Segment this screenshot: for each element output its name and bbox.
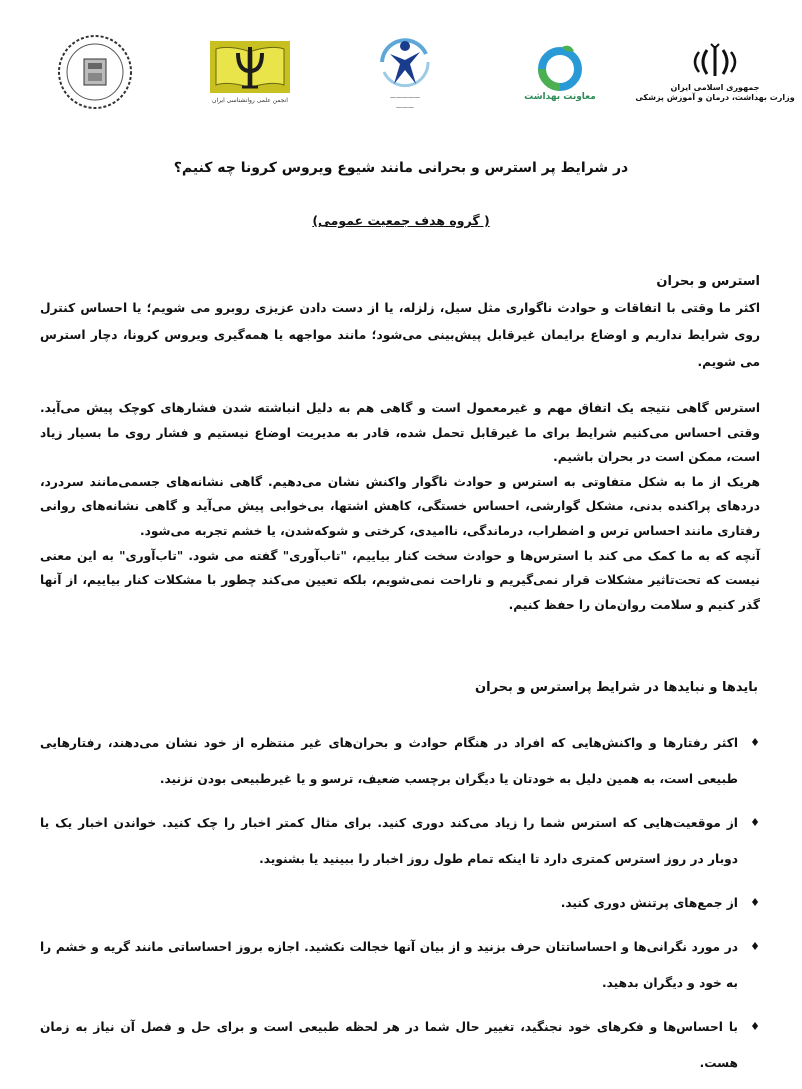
list-item (40, 929, 760, 1001)
dos-donts-list (40, 725, 760, 1089)
diamond-bullet-icon: ♦ (750, 940, 760, 953)
section-stress-explanation (40, 396, 760, 617)
section-stress-crisis (40, 268, 760, 376)
section-heading-dos-donts: بایدها و نبایدها در شرایط پراسترس و بحران (475, 680, 758, 695)
paragraph: هریک از ما به شکل متفاوتی به استرس و حوادث ناگوار واکنش نشان می‌دهیم. گاهی نشانه‌های جسمی‌مانند سردرد، دردهای پراکنده بدنی، مشکل گوارشی، احساس خستگی، کاهش اشتها، بی‌خوابی پیش می‌آید و گاهی نشانه‌های روانی رفتاری مانند احساس ترس و اضطراب، درماندگی، ناامیدی، کرختی و شوکه‌شدن، یا خشم تجربه می‌شود. (40, 474, 760, 538)
list-item-text: از موقعیت‌هایی که استرس شما را زیاد می‌کند دوری کنید. برای مثال کمتر اخبار را چک کنید. خواندن اخبار یک یا دوبار در روز استرس کمتری دارد تا اینکه تمام طول روز اخبار را ببینید یا بشنوید. (40, 816, 738, 866)
logo-caption: انجمن علمی روانشناسی ایران (212, 97, 288, 104)
seal-icon (56, 33, 134, 111)
logo-caption: معاونت بهداشت (524, 92, 596, 102)
logo-caption: جمهوری اسلامی ایران (670, 83, 760, 92)
diamond-bullet-icon: ♦ (750, 816, 760, 829)
page-subtitle (0, 213, 802, 228)
paragraph: استرس گاهی نتیجه یک اتفاق مهم و غیرمعمول است و گاهی هم به دلیل انباشته شدن فشارهای کوچک پیش می‌آید. وقتی احساس می‌کنیم شرایط برای ما غیرقابل تحمل شده، قادر به مدیریت اوضاع نیستیم و فشار روی ما بسیار زیاد است، ممکن است در بحران باشیم. (40, 401, 760, 465)
ministry-logo (635, 25, 795, 120)
list-item-text: اکثر رفتارها و واکنش‌هایی که افراد در هنگام حوادث و بحران‌های غیر منتظره از خود نشان می‌دهند، رفتارهایی طبیعی است، به همین دلیل به خودتان یا دیگران برچسب ضعیف، ترسو و یا غیرطبیعی بودن نزنید. (40, 736, 738, 786)
subtitle-text: ( گروه هدف جمعیت عمومی) (312, 213, 490, 228)
paragraph: آنچه که به ما کمک می کند با استرس‌ها و حوادث سخت کنار بیاییم، "تاب‌آوری" گفته می شود. "تاب‌آوری" به این معنی نیست که تحت‌تاثیر مشکلات قرار نمی‌گیریم و ناراحت نمی‌شویم، بلکه تعیین می‌کند چطور با مشکلات کنار بیاییم، از آنها گذر کنیم و سلامت روان‌مان را حفظ کنیم. (40, 548, 760, 612)
emblem-icon (689, 42, 741, 82)
list-item-text: در مورد نگرانی‌ها و احساساتتان حرف بزنید و از بیان آنها خجالت نکشید. اجازه بروز احساساتی مانند گریه و خشم را به خود و دیگران بدهید. (40, 940, 738, 990)
diamond-bullet-icon: ♦ (750, 1020, 760, 1033)
diamond-bullet-icon: ♦ (750, 736, 760, 749)
mental-health-office-logo: ————— ——— (350, 25, 460, 120)
psychology-association-logo (195, 25, 305, 120)
health-leaf-icon (530, 43, 590, 91)
page-title: در شرایط پر استرس و بحرانی مانند شیوع ویروس کرونا چه کنیم؟ (173, 160, 629, 176)
list-item (40, 805, 760, 877)
psi-book-icon (208, 39, 292, 95)
list-item-text: از جمع‌های پرتنش دوری کنید. (560, 896, 738, 910)
logo-bar (40, 22, 795, 122)
diamond-bullet-icon: ♦ (750, 896, 760, 909)
paragraph: اکثر ما وقتی با اتفاقات و حوادث ناگواری مثل سیل، زلزله، یا از دست دادن عزیزی روبرو می شویم؛ یا احساس کنترل روی شرایط نداریم و اوضاع برایمان غیرقابل پیش‌بینی می‌شود؛ مانند مواجهه یا همه‌گیری ویروس کرونا، دچار استرس می شویم. (40, 301, 760, 369)
university-seal-logo (40, 25, 150, 120)
section-heading: استرس و بحران (656, 274, 760, 289)
person-circle-icon (368, 32, 442, 92)
list-item (40, 1009, 760, 1081)
list-item (40, 725, 760, 797)
logo-caption: وزارت بهداشت، درمان و آموزش پزشکی (635, 93, 795, 102)
list-item-text: با احساس‌ها و فکرهای خود نجنگید، تغییر حال شما در هر لحظه طبیعی است و برای حل و فصل آن نیاز به زمان هست. (40, 1020, 738, 1070)
list-item (40, 885, 760, 921)
health-deputy-logo (505, 25, 615, 120)
